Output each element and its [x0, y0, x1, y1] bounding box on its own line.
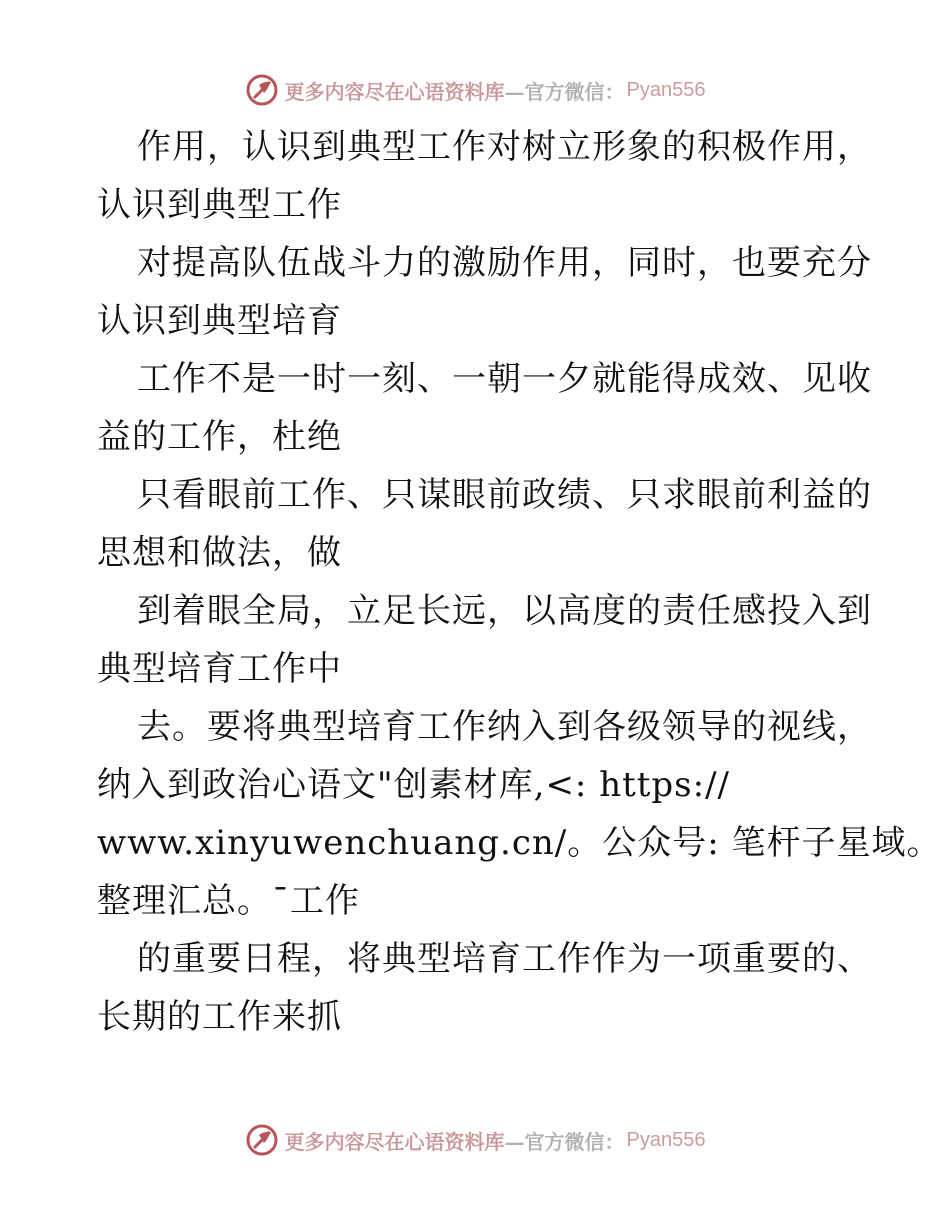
footer-banner: [0, 1120, 950, 1160]
banner-wechat-id: Pyan556: [626, 78, 706, 101]
body-line: 去。要将典型培育工作纳入到各级领导的视线，: [137, 707, 872, 747]
body-line: 对提高队伍战斗力的激励作用，同时，也要充分: [137, 243, 872, 283]
quill-logo-icon: [245, 73, 279, 107]
body-line: 作用，认识到典型工作对树立形象的积极作用，: [137, 127, 872, 167]
header-banner: [0, 70, 950, 110]
body-line: 益的工作，杜绝: [97, 417, 342, 457]
banner-sub-text: —官方微信：: [504, 1129, 625, 1154]
banner-sub-text: —官方微信：: [504, 79, 625, 104]
body-line: 认识到典型培育: [97, 301, 342, 341]
body-line: 工作不是一时一刻、一朝一夕就能得成效、见收: [137, 359, 872, 399]
banner-main-text: 更多内容尽在心语资料库: [284, 79, 505, 104]
body-line: 的重要日程，将典型培育工作作为一项重要的、: [137, 939, 872, 979]
body-line: 思想和做法，做: [97, 533, 342, 573]
body-line: 认识到典型工作: [97, 185, 342, 225]
body-line: 纳入到政治心语文"创素材库,<: https://: [97, 765, 730, 805]
banner-wechat-id: Pyan556: [626, 1128, 706, 1151]
body-line: 典型培育工作中: [97, 649, 342, 689]
body-line: 只看眼前工作、只谋眼前政绩、只求眼前利益的: [137, 475, 872, 515]
body-line: 整理汇总。¯工作: [97, 881, 360, 921]
document-body: [97, 118, 942, 1046]
quill-logo-icon: [245, 1123, 279, 1157]
body-line: www.xinyuwenchuang.cn/。公众号: 笔杆子星域。: [97, 823, 942, 863]
banner-main-text: 更多内容尽在心语资料库: [284, 1129, 505, 1154]
body-line: 到着眼全局，立足长远，以高度的责任感投入到: [137, 591, 872, 631]
body-line: 长期的工作来抓: [97, 997, 342, 1037]
